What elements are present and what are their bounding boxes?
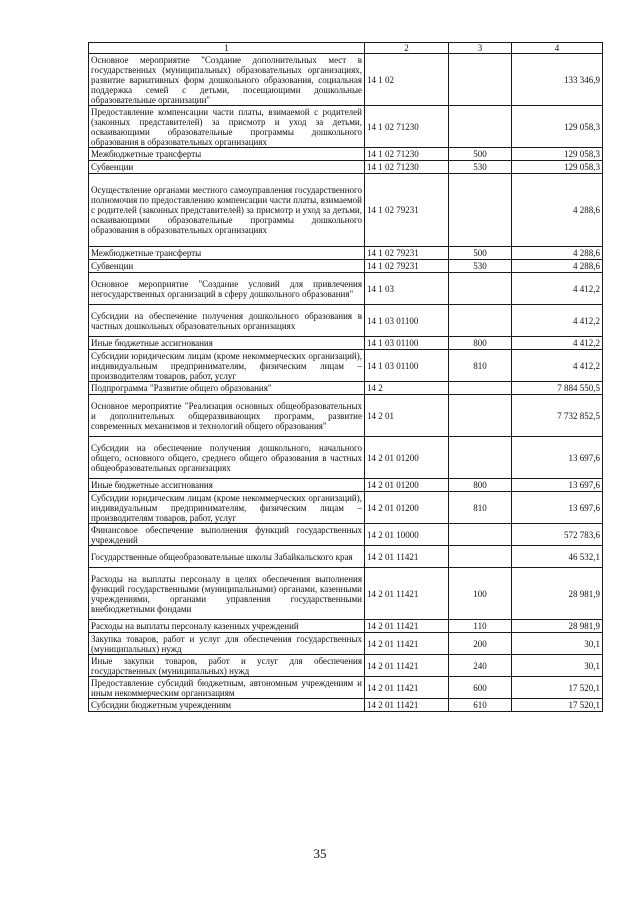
- page-number: 35: [313, 846, 327, 861]
- row-type-cell: [449, 437, 512, 479]
- row-name-cell: Иные закупки товаров, работ и услуг для обеспечения государственных (муниципальных) нужд: [89, 655, 365, 677]
- table-row: [89, 546, 603, 568]
- row-code-cell: 14 2 01: [365, 395, 449, 437]
- table-row: [89, 161, 603, 174]
- row-type-cell: 500: [449, 247, 512, 260]
- row-type-cell: 530: [449, 161, 512, 174]
- table-row: [89, 106, 603, 148]
- row-code-cell: 14 2 01 11421: [365, 677, 449, 699]
- row-code-cell: 14 1 02 79231: [365, 260, 449, 273]
- row-code-cell: 14 2: [365, 382, 449, 395]
- row-name-cell: Иные бюджетные ассигнования: [89, 337, 365, 350]
- row-amount-cell: 133 346,9: [512, 54, 603, 106]
- table-header-row: [89, 43, 603, 54]
- row-amount-cell: 572 783,6: [512, 524, 603, 546]
- row-name-cell: Иные бюджетные ассигнования: [89, 479, 365, 492]
- row-code-cell: 14 2 01 01200: [365, 437, 449, 479]
- header-col-4: 4: [512, 43, 603, 54]
- row-type-cell: 500: [449, 148, 512, 161]
- table-row: [89, 174, 603, 247]
- row-type-cell: 810: [449, 350, 512, 382]
- row-name-cell: Субсидии юридическим лицам (кроме некоммерческих организаций), индивидуальным предпринимателям, физическим лицам – производителям товаров, работ, услуг: [89, 492, 365, 524]
- row-amount-cell: 7 884 550,5: [512, 382, 603, 395]
- row-code-cell: 14 1 03 01100: [365, 305, 449, 337]
- table-row: [89, 148, 603, 161]
- table-row: [89, 350, 603, 382]
- row-amount-cell: 13 697,6: [512, 437, 603, 479]
- table-row: [89, 337, 603, 350]
- table-body: [89, 54, 603, 712]
- row-type-cell: 800: [449, 479, 512, 492]
- row-code-cell: 14 1 02 71230: [365, 106, 449, 148]
- table-row: [89, 620, 603, 633]
- row-name-cell: Финансовое обеспечение выполнения функций государственных учреждений: [89, 524, 365, 546]
- row-name-cell: Основное мероприятие "Реализация основных общеобразовательных и дополнительных общеразвивающих программ, развитие современных механизмов и технологий общего образования": [89, 395, 365, 437]
- row-code-cell: 14 1 02 79231: [365, 174, 449, 247]
- row-name-cell: Закупка товаров, работ и услуг для обеспечения государственных (муниципальных) нужд: [89, 633, 365, 655]
- row-type-cell: 240: [449, 655, 512, 677]
- budget-table: [88, 42, 603, 712]
- row-name-cell: Субсидии на обеспечение получения дошкольного, начального общего, основного общего, среднего общего образования в частных общеобразовательных организациях: [89, 437, 365, 479]
- row-code-cell: 14 2 01 01200: [365, 479, 449, 492]
- row-type-cell: [449, 54, 512, 106]
- row-type-cell: 810: [449, 492, 512, 524]
- row-type-cell: 110: [449, 620, 512, 633]
- row-name-cell: Подпрограмма "Развитие общего образования": [89, 382, 365, 395]
- header-col-2: 2: [365, 43, 449, 54]
- row-code-cell: 14 2 01 10000: [365, 524, 449, 546]
- row-type-cell: 530: [449, 260, 512, 273]
- row-code-cell: 14 1 02 79231: [365, 247, 449, 260]
- row-type-cell: 100: [449, 568, 512, 620]
- row-amount-cell: 13 697,6: [512, 492, 603, 524]
- table-row: [89, 633, 603, 655]
- row-type-cell: 600: [449, 677, 512, 699]
- row-amount-cell: 4 412,2: [512, 337, 603, 350]
- table-row: [89, 382, 603, 395]
- row-name-cell: Государственные общеобразовательные школы Забайкальского края: [89, 546, 365, 568]
- row-name-cell: Субсидии юридическим лицам (кроме некоммерческих организаций), индивидуальным предпринимателям, физическим лицам – производителям товаров, работ, услуг: [89, 350, 365, 382]
- row-amount-cell: 4 412,2: [512, 273, 603, 305]
- table-row: [89, 247, 603, 260]
- row-code-cell: 14 1 03 01100: [365, 337, 449, 350]
- table-row: [89, 492, 603, 524]
- row-amount-cell: 17 520,1: [512, 677, 603, 699]
- table-row: [89, 437, 603, 479]
- row-code-cell: 14 1 03 01100: [365, 350, 449, 382]
- row-code-cell: 14 2 01 11421: [365, 655, 449, 677]
- table-row: [89, 699, 603, 712]
- table-row: [89, 54, 603, 106]
- row-name-cell: Субвенции: [89, 161, 365, 174]
- table-row: [89, 395, 603, 437]
- row-type-cell: [449, 273, 512, 305]
- row-amount-cell: 28 981,9: [512, 568, 603, 620]
- row-code-cell: 14 2 01 11421: [365, 633, 449, 655]
- row-type-cell: [449, 546, 512, 568]
- row-type-cell: [449, 395, 512, 437]
- row-amount-cell: 129 058,3: [512, 106, 603, 148]
- row-name-cell: Межбюджетные трансферты: [89, 148, 365, 161]
- row-code-cell: 14 2 01 01200: [365, 492, 449, 524]
- row-amount-cell: 129 058,3: [512, 148, 603, 161]
- row-amount-cell: 7 732 852,5: [512, 395, 603, 437]
- row-amount-cell: 30,1: [512, 633, 603, 655]
- row-amount-cell: 4 412,2: [512, 305, 603, 337]
- row-code-cell: 14 2 01 11421: [365, 699, 449, 712]
- row-name-cell: Осуществление органами местного самоуправления государственного полномочия по предоставлению компенсации части платы, взимаемой с родителей (законных представителей) за присмотр и уход за детьми, осваивающими образовательные программы дошкольного образования в образовательных организациях: [89, 174, 365, 247]
- row-name-cell: Предоставление субсидий бюджетным, автономным учреждениям и иным некоммерческим организациям: [89, 677, 365, 699]
- row-name-cell: Субсидии бюджетным учреждениям: [89, 699, 365, 712]
- row-name-cell: Субсидии на обеспечение получения дошкольного образования в частных дошкольных образовательных организациях: [89, 305, 365, 337]
- row-amount-cell: 4 412,2: [512, 350, 603, 382]
- row-name-cell: Основное мероприятие "Создание дополнительных мест в государственных (муниципальных) образовательных организациях, развитие вариативных форм дошкольного образования, социальная поддержка семей с детьми, посещающими дошкольные образовательные организации": [89, 54, 365, 106]
- row-amount-cell: 28 981,9: [512, 620, 603, 633]
- row-name-cell: Расходы на выплаты персоналу в целях обеспечения выполнения функций государственными (муниципальными) органами, казенными учреждениями, органами управления государственными внебюджетными фондами: [89, 568, 365, 620]
- row-code-cell: 14 2 01 11421: [365, 568, 449, 620]
- row-code-cell: 14 2 01 11421: [365, 620, 449, 633]
- row-type-cell: [449, 305, 512, 337]
- row-amount-cell: 13 697,6: [512, 479, 603, 492]
- row-name-cell: Предоставление компенсации части платы, взимаемой с родителей (законных представителей) за присмотр и уход за детьми, осваивающими образовательные программы дошкольного образования в образовательных организациях: [89, 106, 365, 148]
- row-name-cell: Субвенции: [89, 260, 365, 273]
- row-name-cell: Расходы на выплаты персоналу казенных учреждений: [89, 620, 365, 633]
- table-row: [89, 305, 603, 337]
- row-amount-cell: 4 288,6: [512, 174, 603, 247]
- row-type-cell: [449, 174, 512, 247]
- table-row: [89, 479, 603, 492]
- row-code-cell: 14 1 02 71230: [365, 161, 449, 174]
- row-name-cell: Межбюджетные трансферты: [89, 247, 365, 260]
- header-col-1: 1: [89, 43, 365, 54]
- row-amount-cell: 30,1: [512, 655, 603, 677]
- row-type-cell: [449, 382, 512, 395]
- row-code-cell: 14 2 01 11421: [365, 546, 449, 568]
- row-type-cell: [449, 524, 512, 546]
- row-amount-cell: 46 532,1: [512, 546, 603, 568]
- row-code-cell: 14 1 02: [365, 54, 449, 106]
- table-row: [89, 655, 603, 677]
- table-row: [89, 524, 603, 546]
- row-type-cell: 610: [449, 699, 512, 712]
- row-code-cell: 14 1 02 71230: [365, 148, 449, 161]
- table-row: [89, 677, 603, 699]
- row-amount-cell: 4 288,6: [512, 247, 603, 260]
- row-amount-cell: 129 058,3: [512, 161, 603, 174]
- table-row: [89, 260, 603, 273]
- row-amount-cell: 4 288,6: [512, 260, 603, 273]
- row-name-cell: Основное мероприятие "Создание условий для привлечения негосударственных организаций в сферу дошкольного образования": [89, 273, 365, 305]
- row-amount-cell: 17 520,1: [512, 699, 603, 712]
- table-row: [89, 273, 603, 305]
- row-code-cell: 14 1 03: [365, 273, 449, 305]
- row-type-cell: 200: [449, 633, 512, 655]
- table-row: [89, 568, 603, 620]
- header-col-3: 3: [449, 43, 512, 54]
- row-type-cell: [449, 106, 512, 148]
- row-type-cell: 800: [449, 337, 512, 350]
- document-page: [88, 42, 602, 712]
